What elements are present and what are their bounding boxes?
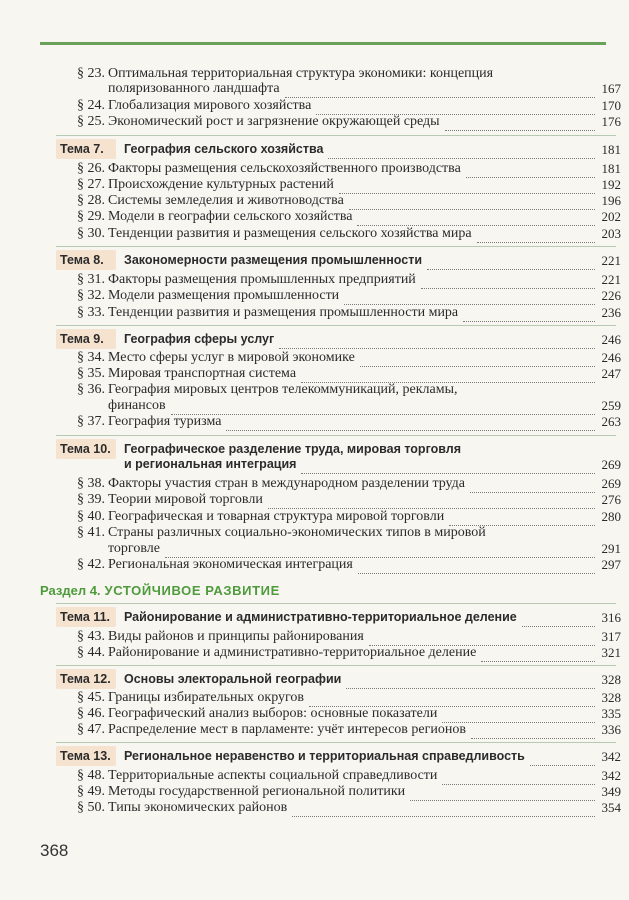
page-reference: 203	[601, 226, 621, 241]
paragraph-title: География мировых центров телекоммуникаций, рекламы,	[108, 382, 458, 397]
paragraph-title: Оптимальная территориальная структура экономики: концепция	[108, 66, 494, 81]
paragraph-number: § 41.	[77, 525, 105, 540]
paragraph-number: § 46.	[77, 706, 105, 721]
topic-title: География сельского хозяйства	[124, 142, 324, 156]
page-reference: 321	[601, 645, 621, 660]
topic-title: Региональное неравенство и территориальная справедливость	[124, 749, 525, 763]
topic-title: Основы электоральной географии	[124, 672, 342, 686]
page-reference: 291	[601, 541, 621, 556]
page-reference: 280	[601, 509, 621, 524]
toc-paragraph-row	[0, 288, 629, 306]
dot-leader	[285, 87, 595, 98]
page-reference: 276	[601, 492, 621, 507]
topic-label: Тема 11.	[60, 610, 110, 624]
dot-leader	[292, 806, 595, 817]
section-title: УСТОЙЧИВОЕ РАЗВИТИЕ	[104, 583, 280, 598]
toc-topic-row	[0, 142, 629, 160]
topic-separator	[56, 435, 616, 436]
page-reference: 316	[601, 610, 621, 625]
paragraph-title: Географический анализ выборов: основные показатели	[108, 706, 438, 721]
section-heading	[40, 583, 280, 598]
paragraph-title: Виды районов и принципы районирования	[108, 629, 364, 644]
toc-topic-row	[0, 610, 629, 628]
toc-paragraph-row	[0, 226, 629, 244]
paragraph-number: § 27.	[77, 177, 105, 192]
page-reference: 342	[601, 768, 621, 783]
paragraph-number: § 37.	[77, 414, 105, 429]
dot-leader	[344, 294, 595, 305]
toc-topic-row	[0, 332, 629, 350]
page-reference: 259	[601, 398, 621, 413]
dot-leader	[481, 651, 595, 662]
topic-separator	[56, 325, 616, 326]
paragraph-title: Границы избирательных округов	[108, 690, 305, 705]
paragraph-title: Факторы участия стран в международном разделении труда	[108, 476, 466, 491]
page-reference: 342	[601, 749, 621, 764]
top-rule	[40, 42, 606, 45]
paragraph-number: § 42.	[77, 557, 105, 572]
paragraph-title: Факторы размещения промышленных предприятий	[108, 272, 416, 287]
toc-topic-row	[0, 749, 629, 767]
page-reference: 196	[601, 193, 621, 208]
paragraph-number: § 33.	[77, 305, 105, 320]
toc-paragraph-row	[0, 305, 629, 323]
topic-label: Тема 8.	[60, 253, 104, 267]
paragraph-number: § 30.	[77, 226, 105, 241]
topic-separator	[56, 742, 616, 743]
dot-leader	[279, 338, 595, 349]
toc-paragraph-row	[0, 492, 629, 510]
toc-topic-row	[0, 672, 629, 690]
paragraph-number: § 35.	[77, 366, 105, 381]
topic-separator	[56, 665, 616, 666]
topic-title: Закономерности размещения промышленности	[124, 253, 423, 267]
page-reference: 221	[601, 272, 621, 287]
toc-paragraph-row	[0, 557, 629, 575]
page-reference: 354	[601, 800, 621, 815]
page-reference: 176	[601, 114, 621, 129]
paragraph-title: Глобализация мирового хозяйства	[108, 98, 312, 113]
paragraph-title: Факторы размещения сельскохозяйственного производства	[108, 161, 461, 176]
paragraph-title: Тенденции развития и размещения сельского хозяйства мира	[108, 226, 472, 241]
dot-leader	[522, 616, 595, 627]
paragraph-title: Место сферы услуг в мировой экономике	[108, 350, 355, 365]
paragraph-title: Модели размещения промышленности	[108, 288, 340, 303]
page-reference: 335	[601, 706, 621, 721]
page-reference: 167	[601, 81, 621, 96]
paragraph-title: Тенденции развития и размещения промышленности мира	[108, 305, 459, 320]
topic-separator	[56, 603, 616, 604]
paragraph-title: Мировая транспортная система	[108, 366, 297, 381]
topic-label: Тема 12.	[60, 672, 111, 686]
section-label: Раздел 4.	[40, 583, 101, 598]
paragraph-number: § 32.	[77, 288, 105, 303]
paragraph-title: Системы земледелия и животноводства	[108, 193, 344, 208]
paragraph-title: Территориальные аспекты социальной справедливости	[108, 768, 438, 783]
paragraph-title-continued: финансов	[108, 398, 166, 413]
paragraph-title-continued: торговле	[108, 541, 160, 556]
page-number: 368	[40, 841, 69, 860]
toc-paragraph-row	[0, 114, 629, 132]
toc-paragraph-row	[0, 722, 629, 740]
paragraph-number: § 25.	[77, 114, 105, 129]
paragraph-title: Географическая и товарная структура мировой торговли	[108, 509, 445, 524]
paragraph-title: Страны различных социально-экономических типов в мировой	[108, 525, 486, 540]
paragraph-number: § 31.	[77, 272, 105, 287]
page-reference: 170	[601, 98, 621, 113]
paragraph-title: Экономический рост и загрязнение окружающей среды	[108, 114, 440, 129]
page-reference: 336	[601, 722, 621, 737]
toc-paragraph-row	[0, 800, 629, 818]
paragraph-number: § 39.	[77, 492, 105, 507]
toc-paragraph-row	[0, 209, 629, 227]
paragraph-title: Районирование и административно-территориальное деление	[108, 645, 477, 660]
paragraph-number: § 43.	[77, 629, 105, 644]
paragraph-number: § 28.	[77, 193, 105, 208]
page-reference: 328	[601, 672, 621, 687]
page-reference: 328	[601, 690, 621, 705]
paragraph-title: Теории мировой торговли	[108, 492, 263, 507]
topic-label: Тема 7.	[60, 142, 104, 156]
paragraph-title: Типы экономических районов	[108, 800, 288, 815]
page-reference: 192	[601, 177, 621, 192]
toc-topic-row	[0, 457, 629, 475]
page-reference: 181	[601, 161, 621, 176]
dot-leader	[328, 148, 595, 159]
topic-separator	[56, 135, 616, 136]
paragraph-number: § 29.	[77, 209, 105, 224]
paragraph-number: § 26.	[77, 161, 105, 176]
dot-leader	[346, 678, 595, 689]
topic-label: Тема 9.	[60, 332, 104, 346]
page-reference: 317	[601, 629, 621, 644]
paragraph-number: § 47.	[77, 722, 105, 737]
topic-title: География сферы услуг	[124, 332, 275, 346]
dot-leader	[301, 463, 595, 474]
paragraph-title: Происхождение культурных растений	[108, 177, 334, 192]
paragraph-title: Региональная экономическая интеграция	[108, 557, 353, 572]
page-reference: 221	[601, 253, 621, 268]
paragraph-title-continued: поляризованного ландшафта	[108, 81, 280, 96]
page-reference: 263	[601, 414, 621, 429]
toc-paragraph-row	[0, 645, 629, 663]
dot-leader	[530, 755, 595, 766]
topic-label: Тема 13.	[60, 749, 111, 763]
topic-title-continued: и региональная интеграция	[124, 457, 297, 471]
dot-leader	[226, 420, 595, 431]
page-reference: 269	[601, 476, 621, 491]
dot-leader	[463, 311, 595, 322]
topic-label: Тема 10.	[60, 442, 111, 456]
dot-leader	[471, 728, 595, 739]
dot-leader	[427, 259, 595, 270]
page-reference: 236	[601, 305, 621, 320]
page-reference: 297	[601, 557, 621, 572]
page-reference: 349	[601, 784, 621, 799]
paragraph-number: § 40.	[77, 509, 105, 524]
page-reference: 247	[601, 366, 621, 381]
topic-title: Географическое разделение труда, мировая торговля	[124, 442, 461, 456]
paragraph-title: География туризма	[108, 414, 222, 429]
topic-title: Районирование и административно-территориальное деление	[124, 610, 517, 624]
paragraph-number: § 50.	[77, 800, 105, 815]
toc-paragraph-row	[0, 414, 629, 432]
page-reference: 246	[601, 350, 621, 365]
paragraph-number: § 24.	[77, 98, 105, 113]
paragraph-number: § 45.	[77, 690, 105, 705]
paragraph-number: § 34.	[77, 350, 105, 365]
dot-leader	[357, 215, 595, 226]
toc-topic-row	[0, 253, 629, 271]
page-reference: 269	[601, 457, 621, 472]
page-reference: 226	[601, 288, 621, 303]
dot-leader	[268, 498, 595, 509]
paragraph-number: § 38.	[77, 476, 105, 491]
paragraph-number: § 23.	[77, 66, 105, 81]
paragraph-number: § 44.	[77, 645, 105, 660]
paragraph-title: Модели в географии сельского хозяйства	[108, 209, 353, 224]
paragraph-title: Методы государственной региональной политики	[108, 784, 406, 799]
paragraph-number: § 49.	[77, 784, 105, 799]
paragraph-number: § 48.	[77, 768, 105, 783]
paragraph-title: Распределение мест в парламенте: учёт интересов регионов	[108, 722, 466, 737]
toc-paragraph-row	[0, 81, 629, 99]
dot-leader	[477, 232, 595, 243]
page-reference: 181	[601, 142, 621, 157]
topic-separator	[56, 246, 616, 247]
page-reference: 202	[601, 209, 621, 224]
dot-leader	[358, 563, 595, 574]
paragraph-number: § 36.	[77, 382, 105, 397]
page-reference: 246	[601, 332, 621, 347]
dot-leader	[445, 120, 595, 131]
